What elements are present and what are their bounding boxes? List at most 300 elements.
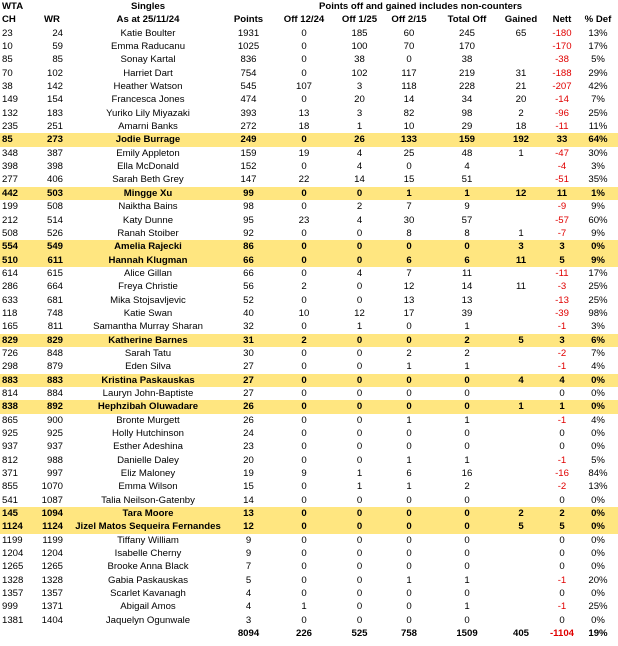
table-row <box>0 534 618 547</box>
cell-total-off: 159 <box>458 134 475 146</box>
cell-wr: 1094 <box>41 508 63 520</box>
cell-ch: 165 <box>2 321 19 333</box>
cell-off-125: 3 <box>356 107 363 119</box>
cell-off-215: 1 <box>406 574 412 586</box>
table-row <box>0 587 618 600</box>
cell-points: 1025 <box>237 41 260 53</box>
cell-points: 26 <box>243 401 254 413</box>
cell-wr: 1371 <box>41 601 63 613</box>
cell-gained: 4 <box>518 374 524 386</box>
cell-total-off: 57 <box>461 214 473 226</box>
cell-nett: -11 <box>555 121 569 133</box>
cell-total-off: 14 <box>461 281 473 293</box>
cell-gained <box>499 560 543 573</box>
cell-total-off: 0 <box>464 508 470 520</box>
table-row <box>0 133 618 146</box>
cell-pct-def: 1% <box>591 187 605 199</box>
cell-pct-def: 20% <box>588 574 608 586</box>
cell-ch: 398 <box>2 161 19 173</box>
cell-pct-def: 84% <box>588 468 608 480</box>
cell-off-1224: 0 <box>301 54 307 66</box>
cell-wr: 154 <box>46 94 63 106</box>
cell-off-215: 13 <box>403 294 415 306</box>
cell-name: Francesca Jones <box>111 94 185 106</box>
total-points: 8094 <box>237 628 260 640</box>
cell-pct-def: 25% <box>588 601 608 613</box>
cell-ch: 23 <box>2 27 13 39</box>
cell-pct-def: 0% <box>591 508 605 520</box>
cell-nett: -207 <box>552 81 572 93</box>
cell-name: Eliz Maloney <box>120 468 176 480</box>
cell-wr: 1204 <box>41 548 63 560</box>
cell-off-125: 0 <box>356 548 363 560</box>
cell-off-125: 0 <box>356 574 363 586</box>
cell-off-215: 6 <box>406 254 412 266</box>
cell-wr: 251 <box>46 121 63 133</box>
cell-off-125: 0 <box>356 414 363 426</box>
cell-pct-def: 4% <box>591 361 605 373</box>
cell-off-1224: 0 <box>301 27 307 39</box>
cell-total-off: 0 <box>464 374 470 386</box>
cell-points: 754 <box>240 67 257 79</box>
cell-total-off: 34 <box>461 94 473 106</box>
cell-gained <box>499 160 543 173</box>
total-pct-def: 19% <box>588 628 608 640</box>
cell-off-1224: 0 <box>301 548 307 560</box>
cell-nett: -14 <box>555 94 569 106</box>
cell-wr: 988 <box>46 454 63 466</box>
cell-off-1224: 0 <box>301 254 307 266</box>
cell-gained: 5 <box>518 521 524 533</box>
cell-off-215: 0 <box>406 614 412 626</box>
cell-name: Katie Swan <box>123 307 173 319</box>
cell-off-125: 4 <box>356 161 363 173</box>
table-row <box>0 427 618 440</box>
cell-nett: -2 <box>557 481 567 493</box>
cell-wr: 85 <box>52 54 63 66</box>
cell-nett: 11 <box>556 187 568 199</box>
cell-pct-def: 0% <box>591 428 605 439</box>
cell-points: 7 <box>245 561 252 573</box>
cell-pct-def: 6% <box>591 334 605 346</box>
cell-off-1224: 10 <box>298 307 310 319</box>
cell-off-125: 0 <box>356 601 363 613</box>
cell-off-215: 0 <box>406 441 412 453</box>
cell-pct-def: 7% <box>591 347 605 359</box>
cell-ch: 38 <box>2 81 13 93</box>
cell-name: Yuriko Lily Miyazaki <box>106 107 190 119</box>
cell-wr: 879 <box>46 361 63 373</box>
cell-off-215: 1 <box>406 361 412 373</box>
cell-off-1224: 0 <box>301 94 307 106</box>
cell-off-1224: 1 <box>301 601 307 613</box>
cell-total-off: 8 <box>464 227 470 239</box>
cell-points: 52 <box>243 294 254 306</box>
cell-gained <box>499 40 543 53</box>
cell-gained: 192 <box>512 134 529 146</box>
cell-total-off: 0 <box>464 614 470 626</box>
cell-name: Amelia Rajecki <box>114 241 182 253</box>
cell-name: Mika Stojsavljevic <box>110 294 186 306</box>
cell-off-215: 0 <box>406 54 412 66</box>
cell-points: 40 <box>243 307 254 319</box>
table-row <box>0 67 618 80</box>
cell-nett: -16 <box>555 468 569 480</box>
cell-name: Tara Moore <box>122 508 174 520</box>
cell-off-1224: 0 <box>301 428 307 439</box>
cell-off-125: 0 <box>356 254 363 266</box>
cell-nett: 3 <box>559 241 565 253</box>
cell-name: Bronte Murgett <box>116 414 180 426</box>
cell-nett: -1 <box>557 601 567 613</box>
cell-off-1224: 0 <box>301 441 307 453</box>
cell-off-125: 0 <box>356 361 363 373</box>
cell-wr: 681 <box>46 294 63 306</box>
cell-ch: 277 <box>2 174 19 186</box>
table-row <box>0 520 618 533</box>
cell-off-1224: 0 <box>301 561 307 573</box>
cell-off-125: 0 <box>356 534 363 546</box>
cell-nett: -38 <box>555 54 569 66</box>
cell-off-125: 26 <box>354 134 365 146</box>
cell-name: Esther Adeshina <box>113 441 183 453</box>
cell-name: Emily Appleton <box>116 147 180 159</box>
cell-total-off: 6 <box>464 254 470 266</box>
cell-wr: 273 <box>46 134 63 146</box>
cell-name: Mingge Xu <box>123 187 173 199</box>
cell-off-1224: 0 <box>301 294 307 306</box>
cell-off-215: 133 <box>400 134 417 146</box>
cell-name: Katie Boulter <box>120 27 176 39</box>
col-total-off: Total Off <box>447 14 487 26</box>
table-row <box>0 507 618 520</box>
cell-off-215: 60 <box>403 27 415 39</box>
total-off-1224: 226 <box>295 628 312 640</box>
cell-gained <box>499 214 543 227</box>
cell-nett: -4 <box>557 161 567 173</box>
cell-off-1224: 0 <box>301 494 307 506</box>
cell-nett: -1 <box>557 414 567 426</box>
cell-off-125: 0 <box>356 508 363 520</box>
cell-off-215: 0 <box>406 588 412 600</box>
cell-name: Katherine Barnes <box>108 334 188 346</box>
table-row <box>0 467 618 480</box>
cell-pct-def: 17% <box>588 41 608 53</box>
cell-gained <box>499 173 543 186</box>
cell-ch: 865 <box>2 414 19 426</box>
cell-name: Scarlet Kavanagh <box>110 588 186 600</box>
cell-pct-def: 11% <box>588 121 608 133</box>
cell-wr: 997 <box>46 468 63 480</box>
cell-off-215: 0 <box>406 534 412 546</box>
table-row <box>0 187 618 200</box>
cell-off-125: 0 <box>356 374 363 386</box>
cell-pct-def: 98% <box>588 307 608 319</box>
cell-total-off: 4 <box>464 161 470 173</box>
table-row <box>0 454 618 467</box>
cell-off-1224: 0 <box>301 401 307 413</box>
cell-name: Eden Silva <box>125 361 171 373</box>
cell-total-off: 29 <box>461 121 473 133</box>
cell-nett: 33 <box>556 134 568 146</box>
table-row <box>0 254 618 267</box>
cell-wr: 937 <box>46 441 63 453</box>
cell-points: 5 <box>245 574 252 586</box>
cell-gained <box>499 360 543 373</box>
cell-name: Sonay Kartal <box>120 54 176 66</box>
cell-ch: 925 <box>2 428 19 439</box>
cell-off-215: 10 <box>403 121 415 133</box>
cell-nett: 0 <box>559 428 565 439</box>
cell-wr: 615 <box>46 267 63 279</box>
col-pct-def: % Def <box>584 14 612 26</box>
cell-wr: 1087 <box>41 494 63 506</box>
cell-off-125: 100 <box>351 41 368 53</box>
cell-off-125: 0 <box>356 454 363 466</box>
cell-points: 1931 <box>237 27 260 39</box>
cell-gained <box>499 200 543 213</box>
cell-gained <box>499 574 543 587</box>
cell-off-215: 118 <box>401 81 417 93</box>
cell-nett: 0 <box>559 614 565 626</box>
cell-off-125: 1 <box>356 481 363 493</box>
cell-ch: 812 <box>2 454 19 466</box>
cell-off-1224: 0 <box>301 534 307 546</box>
cell-off-215: 0 <box>406 374 412 386</box>
cell-nett: -47 <box>555 147 569 159</box>
table-row <box>0 80 618 93</box>
table-row <box>0 374 618 387</box>
cell-wr: 1328 <box>41 574 63 586</box>
cell-nett: -188 <box>552 67 572 79</box>
cell-name: Tiffany William <box>117 534 179 546</box>
cell-ch: 286 <box>2 281 19 293</box>
cell-off-1224: 0 <box>301 574 307 586</box>
cell-pct-def: 25% <box>588 107 608 119</box>
cell-nett: -170 <box>552 41 572 53</box>
cell-off-125: 14 <box>354 174 365 186</box>
cell-wr: 811 <box>47 321 63 333</box>
cell-pct-def: 42% <box>588 81 608 93</box>
cell-wr: 1404 <box>41 614 63 626</box>
table-row <box>0 214 618 227</box>
col-nett: Nett <box>552 14 572 26</box>
cell-name: Kristina Paskauskas <box>101 374 195 386</box>
cell-wr: 549 <box>46 241 63 253</box>
cell-total-off: 0 <box>464 561 470 573</box>
cell-name: Sarah Tatu <box>124 347 172 359</box>
cell-nett: -1 <box>557 321 567 333</box>
cell-nett: -180 <box>552 27 572 39</box>
cell-pct-def: 29% <box>588 67 608 79</box>
cell-ch: 633 <box>2 294 19 306</box>
table-row <box>0 294 618 307</box>
cell-nett: -1 <box>557 574 567 586</box>
cell-gained <box>499 427 543 440</box>
table-row <box>0 40 618 53</box>
cell-points: 474 <box>240 94 257 106</box>
cell-off-1224: 0 <box>301 387 307 399</box>
col-off-125: Off 1/25 <box>341 14 378 26</box>
cell-off-1224: 0 <box>301 321 307 333</box>
cell-off-215: 2 <box>406 347 412 359</box>
cell-name: Samantha Murray Sharan <box>93 321 203 333</box>
cell-pct-def: 9% <box>591 227 605 239</box>
cell-off-1224: 0 <box>301 67 307 79</box>
table-row <box>0 600 618 613</box>
cell-nett: -51 <box>555 174 569 186</box>
total-total-off: 1509 <box>456 628 478 640</box>
cell-off-1224: 18 <box>298 121 310 133</box>
cell-pct-def: 35% <box>588 174 608 186</box>
cell-wr: 925 <box>46 428 63 439</box>
cell-ch: 199 <box>2 201 19 213</box>
cell-nett: 0 <box>559 588 565 600</box>
cell-off-125: 0 <box>356 294 363 306</box>
cell-name: Holly Hutchinson <box>112 428 184 439</box>
cell-nett: 0 <box>559 534 565 546</box>
cell-ch: 132 <box>2 107 19 119</box>
cell-points: 159 <box>240 147 257 159</box>
cell-wr: 1070 <box>41 481 63 493</box>
cell-nett: -1 <box>557 454 567 466</box>
cell-off-1224: 0 <box>301 134 307 146</box>
cell-ch: 614 <box>2 267 19 279</box>
cell-points: 30 <box>243 347 254 359</box>
cell-gained: 1 <box>518 147 524 159</box>
cell-nett: -3 <box>557 281 567 293</box>
cell-total-off: 0 <box>464 387 470 399</box>
cell-ch: 814 <box>2 387 19 399</box>
cell-name: Hannah Klugman <box>108 254 188 266</box>
table-row <box>0 27 618 40</box>
cell-pct-def: 9% <box>591 254 605 266</box>
cell-gained <box>499 307 543 320</box>
cell-off-125: 0 <box>356 347 363 359</box>
table-row <box>0 93 618 106</box>
cell-off-215: 25 <box>403 147 415 159</box>
cell-total-off: 0 <box>464 428 470 439</box>
col-wr: WR <box>44 14 60 26</box>
header-row-top <box>0 0 618 13</box>
table-row <box>0 414 618 427</box>
cell-gained <box>499 387 543 400</box>
cell-pct-def: 25% <box>588 294 608 306</box>
cell-nett: 2 <box>559 508 565 520</box>
cell-name: Danielle Daley <box>117 454 179 466</box>
cell-ch: 145 <box>2 508 19 520</box>
cell-off-1224: 22 <box>298 174 310 186</box>
cell-off-215: 14 <box>403 94 415 106</box>
cell-wr: 526 <box>46 227 63 239</box>
cell-total-off: 1 <box>464 414 470 426</box>
cell-points: 545 <box>240 81 257 93</box>
cell-pct-def: 30% <box>588 147 608 159</box>
cell-pct-def: 0% <box>591 548 605 560</box>
cell-ch: 1204 <box>2 548 24 560</box>
cell-pct-def: 0% <box>591 521 605 533</box>
cell-ch: 829 <box>2 334 19 346</box>
cell-off-125: 1 <box>356 121 363 133</box>
table-row <box>0 227 618 240</box>
cell-wr: 748 <box>46 307 63 319</box>
cell-total-off: 1 <box>464 454 470 466</box>
cell-off-215: 0 <box>406 428 412 439</box>
cell-gained: 65 <box>515 27 527 39</box>
cell-off-125: 20 <box>354 94 365 106</box>
cell-name: Abigail Amos <box>120 601 176 613</box>
cell-off-1224: 0 <box>301 361 307 373</box>
cell-off-215: 0 <box>406 601 412 613</box>
total-off-215: 758 <box>400 628 417 640</box>
total-gained: 405 <box>512 628 529 640</box>
col-gained: Gained <box>504 14 538 26</box>
cell-nett: -57 <box>555 214 569 226</box>
cell-wr: 398 <box>46 161 63 173</box>
cell-off-1224: 107 <box>295 81 312 93</box>
cell-off-215: 0 <box>406 548 412 560</box>
cell-nett: 0 <box>559 387 565 399</box>
cell-pct-def: 60% <box>588 214 608 226</box>
cell-ch: 999 <box>2 601 19 613</box>
cell-pct-def: 0% <box>591 614 605 626</box>
cell-nett: -7 <box>557 227 567 239</box>
table-row <box>0 387 618 400</box>
cell-pct-def: 64% <box>588 134 608 146</box>
cell-off-125: 0 <box>356 494 363 506</box>
cell-total-off: 228 <box>458 81 475 93</box>
points-note: Points off and gained includes non-counters <box>318 1 523 12</box>
cell-wr: 508 <box>46 201 63 213</box>
cell-off-125: 0 <box>356 387 363 399</box>
cell-wr: 829 <box>46 334 63 346</box>
cell-off-125: 102 <box>351 67 368 79</box>
cell-total-off: 0 <box>464 441 470 453</box>
cell-off-125: 4 <box>356 214 363 226</box>
table-row <box>0 347 618 360</box>
cell-pct-def: 5% <box>591 454 605 466</box>
table-row <box>0 280 618 293</box>
cell-off-1224: 0 <box>301 241 307 253</box>
table-row <box>0 160 618 173</box>
cell-ch: 1124 <box>2 521 23 533</box>
cell-gained <box>499 53 543 66</box>
table-row <box>0 574 618 587</box>
cell-wr: 1199 <box>42 534 63 546</box>
cell-total-off: 1 <box>464 361 470 373</box>
cell-ch: 348 <box>2 147 19 159</box>
cell-off-125: 0 <box>356 187 363 199</box>
cell-wr: 883 <box>46 374 63 386</box>
cell-points: 393 <box>240 107 257 119</box>
cell-off-215: 0 <box>406 401 412 413</box>
cell-name: Katy Dunne <box>122 214 174 226</box>
cell-name: Gabia Paskauskas <box>108 574 188 586</box>
cell-total-off: 2 <box>464 481 470 493</box>
cell-off-215: 70 <box>403 41 415 53</box>
table-row <box>0 240 618 253</box>
cell-pct-def: 17% <box>588 267 608 279</box>
cell-total-off: 39 <box>461 307 473 319</box>
cell-off-1224: 0 <box>301 414 307 426</box>
cell-pct-def: 0% <box>591 494 605 506</box>
cell-off-1224: 0 <box>301 201 307 213</box>
cell-points: 249 <box>240 134 257 146</box>
cell-gained: 5 <box>518 334 524 346</box>
cell-off-125: 12 <box>354 307 365 319</box>
cell-points: 152 <box>240 161 257 173</box>
cell-points: 66 <box>243 254 254 266</box>
